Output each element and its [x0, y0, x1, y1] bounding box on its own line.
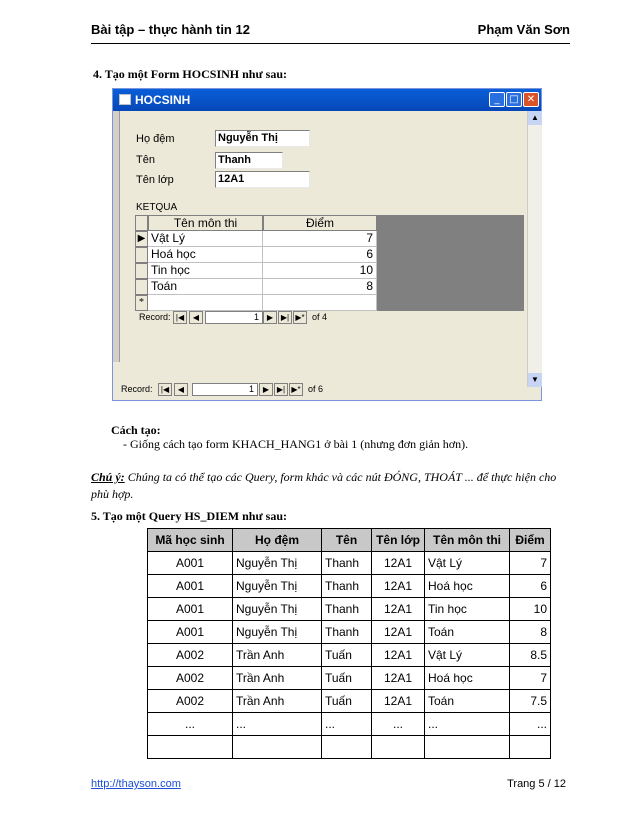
ten-lop-field[interactable]: 12A1	[215, 171, 310, 188]
table-cell: Vật Lý	[425, 552, 510, 575]
col-header: Tên môn thi	[425, 529, 510, 552]
table-cell: Nguyễn Thị	[233, 575, 322, 598]
access-form-window	[112, 88, 542, 401]
table-header-row	[148, 529, 551, 552]
table-cell: 12A1	[372, 621, 425, 644]
table-cell: Nguyễn Thị	[233, 552, 322, 575]
col-header: Tên lớp	[372, 529, 425, 552]
ho-dem-field[interactable]: Nguyễn Thị	[215, 130, 310, 147]
subform-record-label: Record:	[139, 312, 171, 322]
table-cell: Toán	[425, 690, 510, 713]
footer-link[interactable]: http://thayson.com	[91, 778, 181, 790]
last-record-icon[interactable]: ▶|	[274, 383, 288, 396]
table-cell: ...	[510, 713, 551, 736]
next-record-icon[interactable]: ▶	[263, 311, 277, 324]
subform-navigation	[135, 311, 524, 325]
first-record-icon[interactable]: |◀	[173, 311, 187, 324]
table-cell: A001	[148, 621, 233, 644]
table-cell: A002	[148, 667, 233, 690]
subform-record-count: of 4	[312, 312, 328, 322]
prev-record-icon[interactable]: ◀	[174, 383, 188, 396]
col-header: Điểm	[510, 529, 551, 552]
section4-heading: 4. Tạo một Form HOCSINH như sau:	[93, 67, 287, 81]
main-navigation	[113, 381, 525, 399]
window-title: HOCSINH	[135, 93, 191, 107]
ten-label: Tên	[136, 154, 155, 166]
first-record-icon[interactable]: |◀	[158, 383, 172, 396]
table-cell: 7	[510, 552, 551, 575]
new-record-nav-icon[interactable]: ▶*	[289, 383, 303, 396]
table-cell: 12A1	[372, 552, 425, 575]
table-row	[148, 690, 551, 713]
vertical-scrollbar[interactable]	[527, 111, 542, 387]
new-record-nav-icon[interactable]: ▶*	[293, 311, 307, 324]
table-cell: ...	[372, 713, 425, 736]
query-result-table	[147, 528, 551, 759]
table-cell	[510, 736, 551, 759]
table-cell: Tin học	[425, 598, 510, 621]
table-cell: Nguyễn Thị	[233, 621, 322, 644]
table-cell: ...	[148, 713, 233, 736]
table-row	[148, 644, 551, 667]
table-cell: Thanh	[322, 621, 372, 644]
table-cell: Tuấn	[322, 667, 372, 690]
main-record-number[interactable]: 1	[192, 383, 258, 396]
cach-tao-item: - Giống cách tạo form KHACH_HANG1 ở bài 1 (nhưng đơn giản hơn).	[123, 437, 469, 451]
table-cell: A001	[148, 575, 233, 598]
form-icon	[119, 94, 131, 105]
table-cell: ...	[233, 713, 322, 736]
ten-lop-label: Tên lớp	[136, 174, 174, 186]
ho-dem-label: Họ đệm	[136, 133, 175, 145]
table-cell: 12A1	[372, 667, 425, 690]
subform-cell-score[interactable]: 6	[263, 247, 377, 263]
table-cell	[148, 736, 233, 759]
note-label: Chú ý:	[91, 470, 125, 484]
table-cell: 10	[510, 598, 551, 621]
subform-record-number[interactable]: 1	[205, 311, 263, 324]
scroll-up-icon[interactable]: ▲	[528, 111, 542, 125]
table-cell: Vật Lý	[425, 644, 510, 667]
subform-corner[interactable]	[135, 215, 148, 231]
subform-cell-score[interactable]: 10	[263, 263, 377, 279]
prev-record-icon[interactable]: ◀	[189, 311, 203, 324]
row-selector[interactable]	[135, 263, 148, 279]
table-row	[148, 713, 551, 736]
col-header: Họ đệm	[233, 529, 322, 552]
table-cell: 7	[510, 667, 551, 690]
header-left: Bài tập – thực hành tin 12	[91, 22, 250, 37]
subform-cell-subject[interactable]: Tin học	[148, 263, 263, 279]
table-cell: Tuấn	[322, 690, 372, 713]
table-cell: 12A1	[372, 690, 425, 713]
table-cell: Trần Anh	[233, 644, 322, 667]
table-cell: ...	[322, 713, 372, 736]
table-row	[148, 575, 551, 598]
next-record-icon[interactable]: ▶	[259, 383, 273, 396]
table-cell: 6	[510, 575, 551, 598]
header-right: Phạm Văn Sơn	[477, 22, 570, 37]
current-record-icon[interactable]: ▶	[135, 231, 148, 247]
table-cell: 12A1	[372, 575, 425, 598]
cach-tao-heading: Cách tạo:	[111, 423, 161, 437]
table-cell	[372, 736, 425, 759]
table-row	[148, 667, 551, 690]
table-cell: A002	[148, 644, 233, 667]
ketqua-subform	[135, 215, 524, 325]
table-cell: 8.5	[510, 644, 551, 667]
subform-new-cell[interactable]	[263, 295, 377, 311]
table-cell: Tuấn	[322, 644, 372, 667]
table-cell: Hoá học	[425, 667, 510, 690]
table-cell: A001	[148, 552, 233, 575]
subform-cell-score[interactable]: 8	[263, 279, 377, 295]
table-cell	[425, 736, 510, 759]
table-cell: Hoá học	[425, 575, 510, 598]
row-selector[interactable]	[135, 247, 148, 263]
table-cell	[233, 736, 322, 759]
subform-cell-subject[interactable]: Hoá học	[148, 247, 263, 263]
table-cell: A001	[148, 598, 233, 621]
table-row	[148, 621, 551, 644]
maximize-icon[interactable]: □	[506, 92, 522, 107]
footer-page-number: Trang 5 / 12	[507, 778, 566, 790]
col-header-diem[interactable]: Điểm	[263, 215, 377, 231]
main-record-label: Record:	[121, 384, 153, 394]
section5-heading: 5. Tạo một Query HS_DIEM như sau:	[91, 509, 288, 523]
main-record-count: of 6	[308, 384, 324, 394]
col-header-ten-mon-thi[interactable]: Tên môn thi	[148, 215, 263, 231]
table-cell: Thanh	[322, 552, 372, 575]
table-cell: Toán	[425, 621, 510, 644]
subform-new-cell[interactable]	[148, 295, 263, 311]
col-header: Mã học sinh	[148, 529, 233, 552]
header-divider	[91, 43, 570, 44]
minimize-icon[interactable]: _	[489, 92, 505, 107]
last-record-icon[interactable]: ▶|	[278, 311, 292, 324]
table-cell: Nguyễn Thị	[233, 598, 322, 621]
table-row	[148, 598, 551, 621]
close-icon[interactable]: ✕	[523, 92, 539, 107]
table-cell	[322, 736, 372, 759]
note-line2: phù hợp.	[91, 487, 134, 501]
subform-cell-subject[interactable]: Toán	[148, 279, 263, 295]
subform-cell-score[interactable]: 7	[263, 231, 377, 247]
table-row	[148, 736, 551, 759]
window-titlebar	[113, 89, 541, 111]
row-selector[interactable]	[135, 279, 148, 295]
table-cell: Thanh	[322, 575, 372, 598]
subform-cell-subject[interactable]: Vật Lý	[148, 231, 263, 247]
table-cell: Trần Anh	[233, 690, 322, 713]
table-cell: ...	[425, 713, 510, 736]
table-cell: 7.5	[510, 690, 551, 713]
table-row	[148, 552, 551, 575]
table-cell: Trần Anh	[233, 667, 322, 690]
table-cell: 8	[510, 621, 551, 644]
note-line1: Chúng ta có thể tạo các Query, form khác và các nút ĐÓNG, THOÁT ... để thực hiện cho	[127, 470, 557, 484]
record-selector[interactable]	[113, 111, 120, 362]
subform-label: KETQUA	[136, 202, 178, 213]
note-paragraph	[91, 470, 571, 485]
table-cell: 12A1	[372, 598, 425, 621]
table-cell: Thanh	[322, 598, 372, 621]
table-cell: A002	[148, 690, 233, 713]
table-cell: 12A1	[372, 644, 425, 667]
col-header: Tên	[322, 529, 372, 552]
new-record-icon[interactable]: *	[135, 295, 148, 311]
scroll-down-icon[interactable]: ▼	[528, 373, 542, 387]
ten-field[interactable]: Thanh	[215, 152, 283, 169]
